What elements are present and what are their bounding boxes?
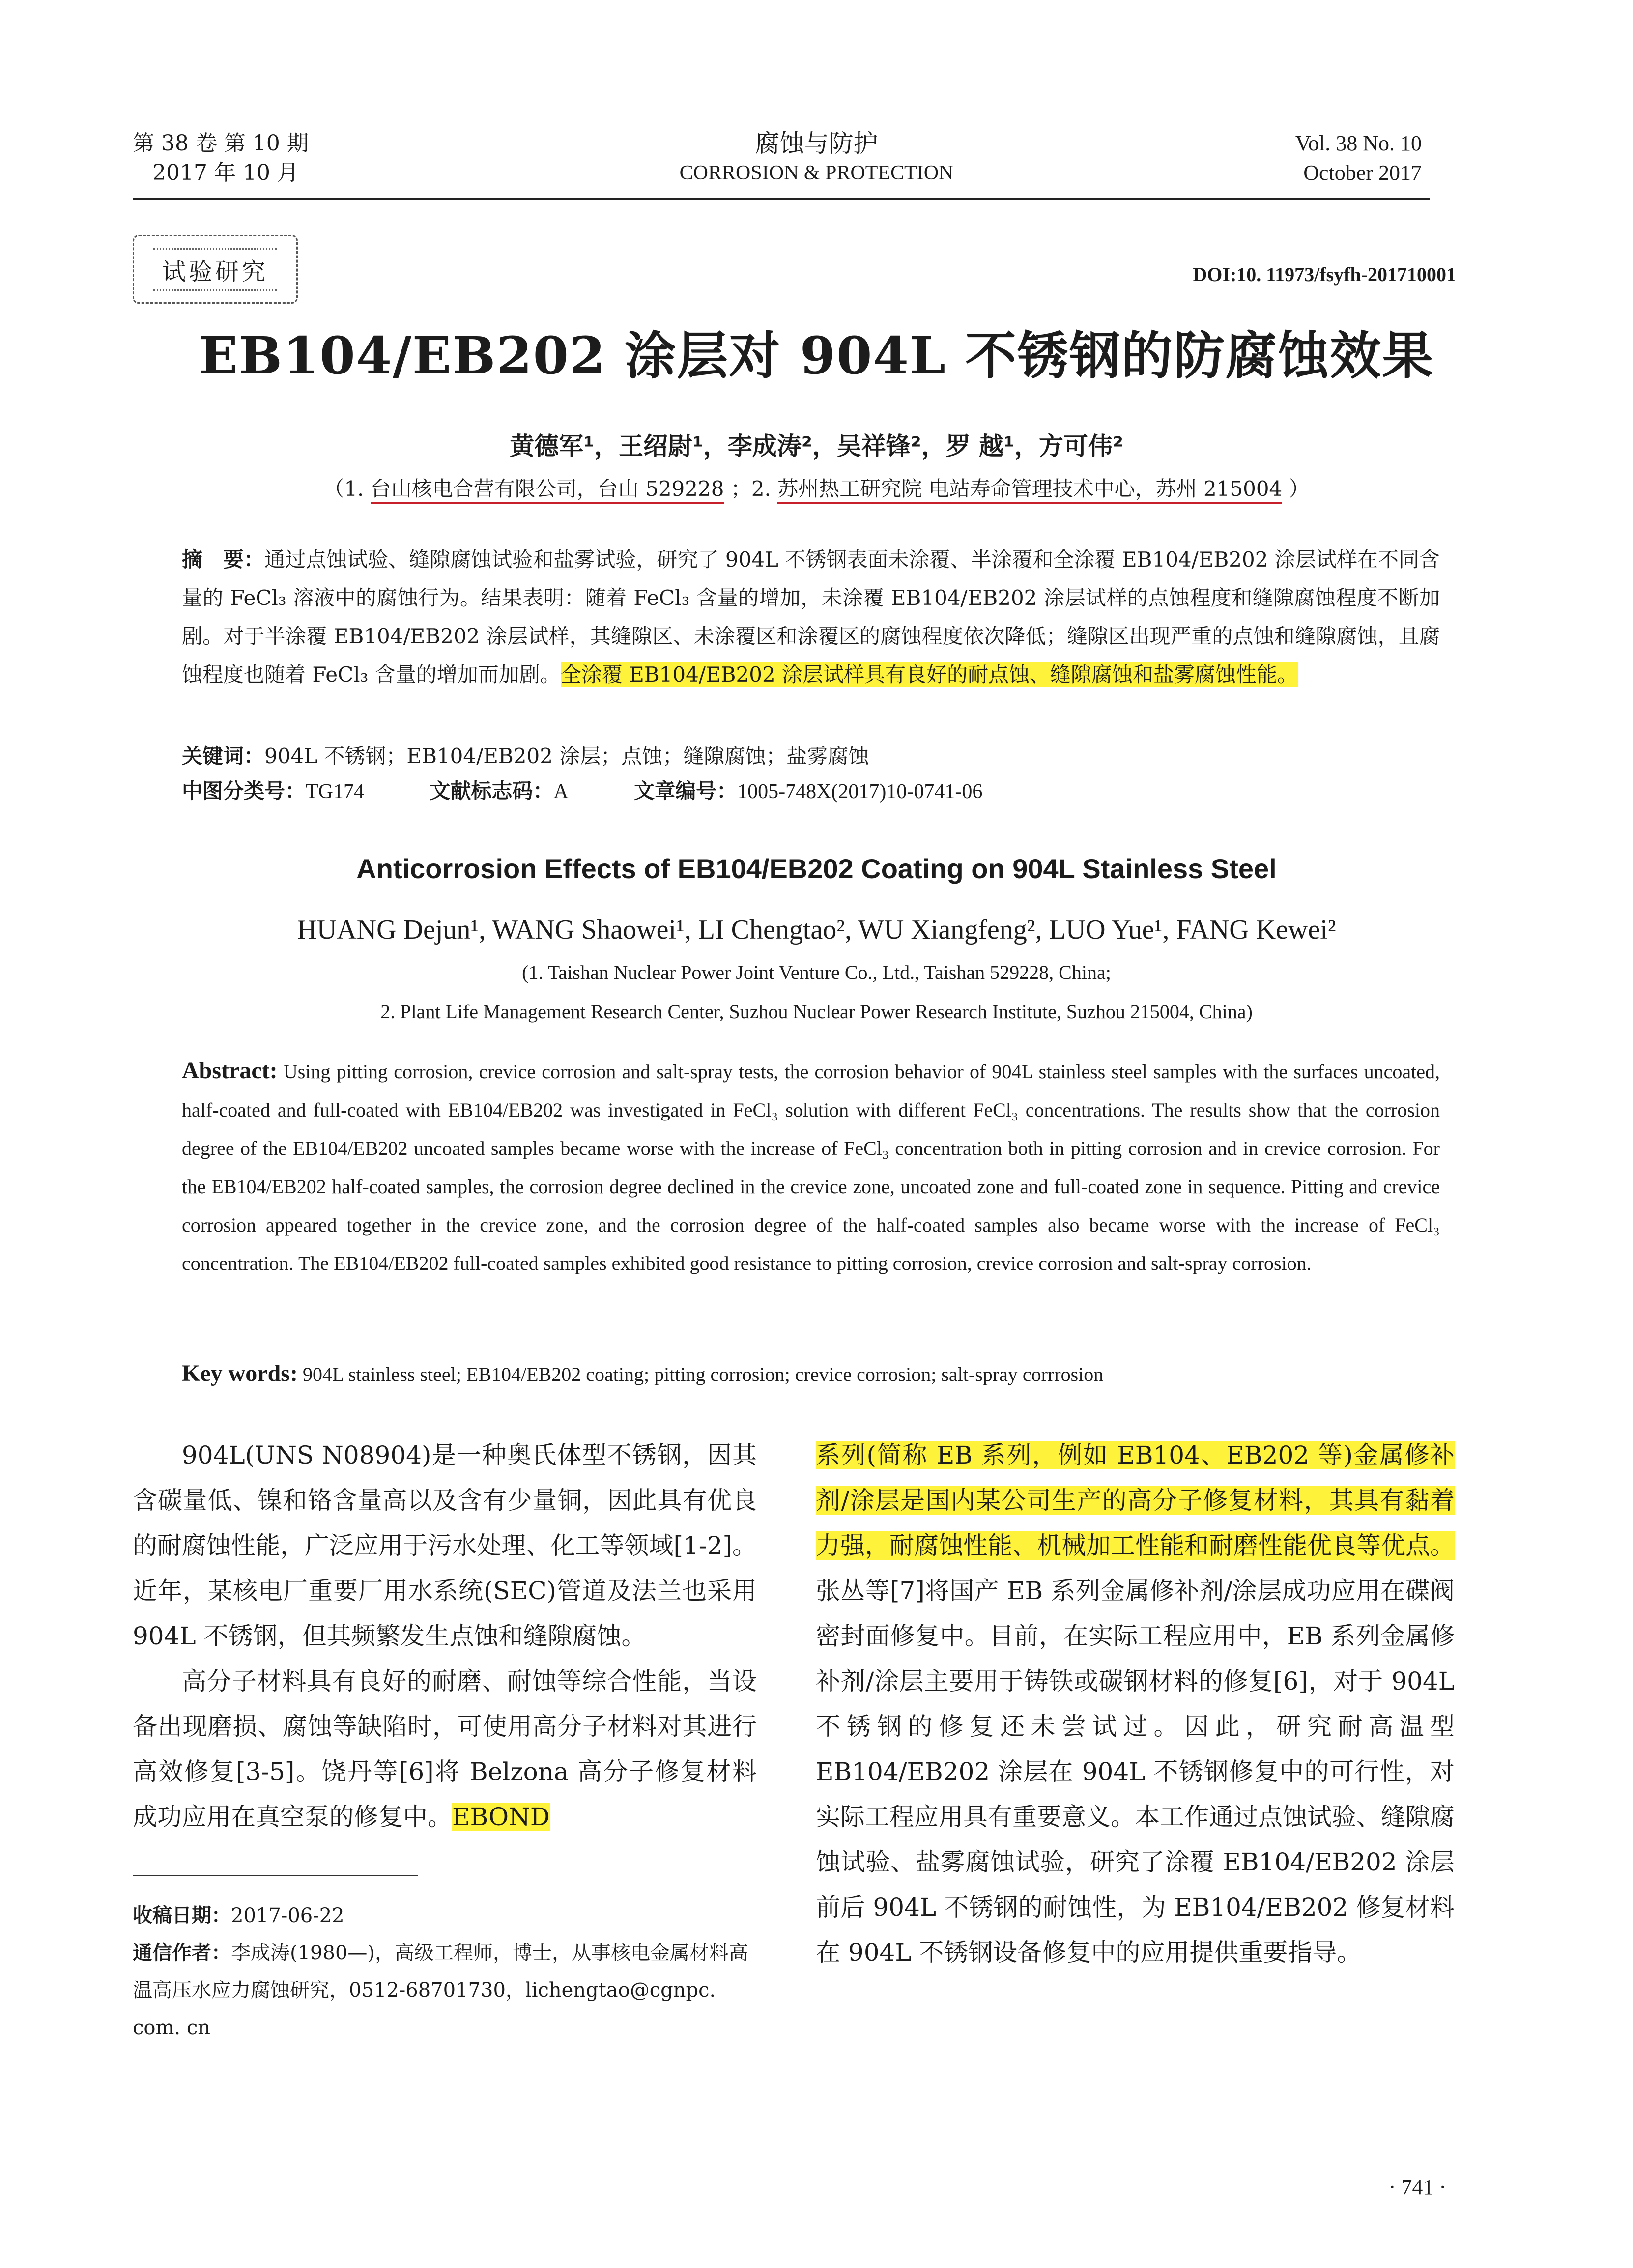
keywords-en — [182, 1359, 1440, 1389]
page-number: · 741 · — [1388, 2175, 1446, 2199]
journal-volume-en — [1295, 129, 1422, 188]
affiliation-en-1: (1. Taishan Nuclear Power Joint Venture Co., Ltd., Taishan 529228, China; — [522, 961, 1111, 983]
article-no-value: 1005-748X(2017)10-0741-06 — [737, 780, 983, 803]
doi: DOI:10. 11973/fsyfh-201710001 — [1193, 263, 1456, 286]
section-tag — [133, 235, 298, 304]
body-right-highlight: 系列(简称 EB 系列，例如 EB104、EB202 等)金属修补剂/涂层是国内某公司生产的高分子修复材料，其具有黏着力强，耐腐蚀性能、机械加工性能和耐磨性能优良等优点。 — [816, 1441, 1455, 1560]
affiliation-suffix: ） — [1289, 477, 1310, 501]
doc-code-label: 文献标志码： — [430, 779, 554, 803]
title-en: Anticorrosion Effects of EB104/EB202 Coating on 904L Stainless Steel — [356, 853, 1277, 884]
classification-row — [182, 776, 1041, 806]
body-paragraph-2 — [133, 1659, 757, 1839]
corresponding-author — [133, 1934, 767, 2046]
affiliation-cn — [0, 473, 1633, 502]
abstract-en — [182, 1052, 1440, 1283]
journal-name-cn: 腐蚀与防护 — [755, 129, 878, 158]
received-date — [133, 1897, 767, 1934]
section-tag-label: 试验研究 — [153, 248, 277, 291]
footnote — [133, 1897, 767, 2046]
affiliation-2-cn: 苏州热工研究院 电站寿命管理技术中心，苏州 215004 — [777, 477, 1282, 504]
volume-issue-cn: 第 38 卷 第 10 期 — [133, 131, 309, 156]
journal-name-en: CORROSION & PROTECTION — [679, 162, 954, 184]
affiliation-en-2: 2. Plant Life Management Research Center, Suzhou Nuclear Power Research Institute, Suzhou 215004, China) — [380, 1001, 1253, 1023]
body-left-column — [133, 1433, 757, 1839]
keywords-cn — [182, 737, 1440, 775]
body-paragraph-2-highlight: EBOND — [452, 1803, 550, 1831]
received-label: 收稿日期： — [133, 1904, 231, 1927]
affiliation-separator: ；2. — [730, 477, 771, 501]
clc-label: 中图分类号： — [182, 779, 306, 803]
abstract-en-label: Abstract: — [182, 1058, 278, 1084]
keywords-en-label: Key words: — [182, 1360, 298, 1386]
keywords-cn-label: 关键词： — [182, 744, 265, 768]
clc-value: TG174 — [306, 780, 365, 803]
article-no-label: 文章编号： — [634, 779, 738, 803]
authors-en: HUANG Dejun¹, WANG Shaowei¹, LI Chengtao², WU Xiangfeng², LUO Yue¹, FANG Kewei² — [297, 915, 1336, 945]
affiliation-1-cn: 台山核电合营有限公司，台山 529228 — [371, 477, 724, 504]
footnote-rule — [133, 1875, 418, 1876]
affiliation-prefix: （1. — [323, 477, 364, 501]
authors-cn: 黄德军¹，王绍尉¹，李成涛²，吴祥锋²，罗 越¹，方可伟² — [510, 432, 1123, 460]
keywords-en-text: 904L stainless steel; EB104/EB202 coating; pitting corrosion; crevice corrosion; salt-spray corrrosion — [302, 1363, 1104, 1385]
abstract-cn-text: 通过点蚀试验、缝隙腐蚀试验和盐雾试验，研究了 904L 不锈钢表面未涂覆、半涂覆和全涂覆 EB104/EB202 涂层试样在不同含量的 FeCl₃ 溶液中的腐蚀行为。结果表明：随着 FeCl₃ 含量的增加，未涂覆 EB104/EB202 涂层试样的点蚀程度和缝隙腐蚀程度不断加剧。对于半涂覆 EB104/EB202 涂层试样，其缝隙区、未涂覆区和涂覆区的腐蚀程度依次降低；缝隙区出现严重的点蚀和缝隙腐蚀，且腐蚀程度也随着 FeCl₃ 含量的增加而加剧。 — [182, 547, 1440, 687]
abstract-cn-highlight: 全涂覆 EB104/EB202 涂层试样具有良好的耐点蚀、缝隙腐蚀和盐雾腐蚀性能。 — [560, 662, 1298, 687]
doc-code-value: A — [553, 780, 569, 803]
abstract-cn — [182, 541, 1440, 694]
body-right-text: 张丛等[7]将国产 EB 系列金属修补剂/涂层成功应用在碟阀密封面修复中。目前，在实际工程应用中，EB 系列金属修补剂/涂层主要用于铸铁或碳钢材料的修复[6]，对于 904L 不锈钢的修复还未尝试过。因此，研究耐高温型 EB104/EB202 涂层在 904L 不锈钢修复中的可行性，对实际工程应用具有重要意义。本工作通过点蚀试验、缝隙腐蚀试验、盐雾腐蚀试验，研究了涂覆 EB104/EB202 涂层前后 904L 不锈钢的耐蚀性，为 EB104/EB202 修复材料在 904L 不锈钢设备修复中的应用提供重要指导。 — [816, 1577, 1455, 1967]
date-cn: 2017 年 10 月 — [152, 160, 299, 185]
volume-issue-en: Vol. 38 No. 10 — [1295, 131, 1422, 155]
abstract-en-text: Using pitting corrosion, crevice corrosion and salt-spray tests, the corrosion behavior of 904L stainless steel samples with the surfaces uncoated, half-coated and full-coated with EB104/EB202 was investigated in FeCl₃ solution with different FeCl₃ concentrations. The results show that the corrosion degree of the EB104/EB202 uncoated samples became worse with the increase of FeCl₃ concentration both in pitting corrosion and in crevice corrosion. For the EB104/EB202 half-coated samples, the corrosion degree declined in the crevice zone, uncoated zone and full-coated zone in sequence. Pitting and crevice corrosion appeared together in the crevice zone, and the corrosion degree of the half-coated samples also became worse with the increase of FeCl₃ concentration. The EB104/EB202 full-coated samples exhibited good resistance to pitting corrosion, crevice corrosion and salt-spray corrosion. — [182, 1061, 1440, 1274]
body-paragraph-2-continued — [816, 1433, 1455, 1975]
header-rule — [133, 198, 1430, 200]
keywords-cn-text: 904L 不锈钢；EB104/EB202 涂层；点蚀；缝隙腐蚀；盐雾腐蚀 — [264, 744, 869, 768]
body-paragraph-1: 904L(UNS N08904)是一种奥氏体型不锈钢，因其含碳量低、镍和铬含量高以及含有少量铜，因此具有优良的耐腐蚀性能，广泛应用于污水处理、化工等领域[1-2]。近年，某核电厂重要厂用水系统(SEC)管道及法兰也采用 904L 不锈钢，但其频繁发生点蚀和缝隙腐蚀。 — [133, 1441, 757, 1650]
received-value: 2017-06-22 — [231, 1904, 344, 1927]
body-right-column — [816, 1433, 1455, 1975]
date-en: October 2017 — [1303, 161, 1422, 185]
body-paragraph-2-text: 高分子材料具有良好的耐磨、耐蚀等综合性能，当设备出现磨损、腐蚀等缺陷时，可使用高分子材料对其进行高效修复[3-5]。饶丹等[6]将 Belzona 高分子修复材料成功应用在真空泵的修复中。 — [133, 1667, 757, 1831]
title-cn: EB104/EB202 涂层对 904L 不锈钢的防腐蚀效果 — [199, 325, 1434, 386]
corr-value: 李成涛(1980—)，高级工程师，博士，从事核电金属材料高温高压水应力腐蚀研究，0512-68701730，lichengtao@cgnpc. com. cn — [133, 1942, 749, 2039]
corr-label: 通信作者： — [133, 1942, 231, 1964]
abstract-cn-label: 摘 要： — [182, 547, 265, 572]
